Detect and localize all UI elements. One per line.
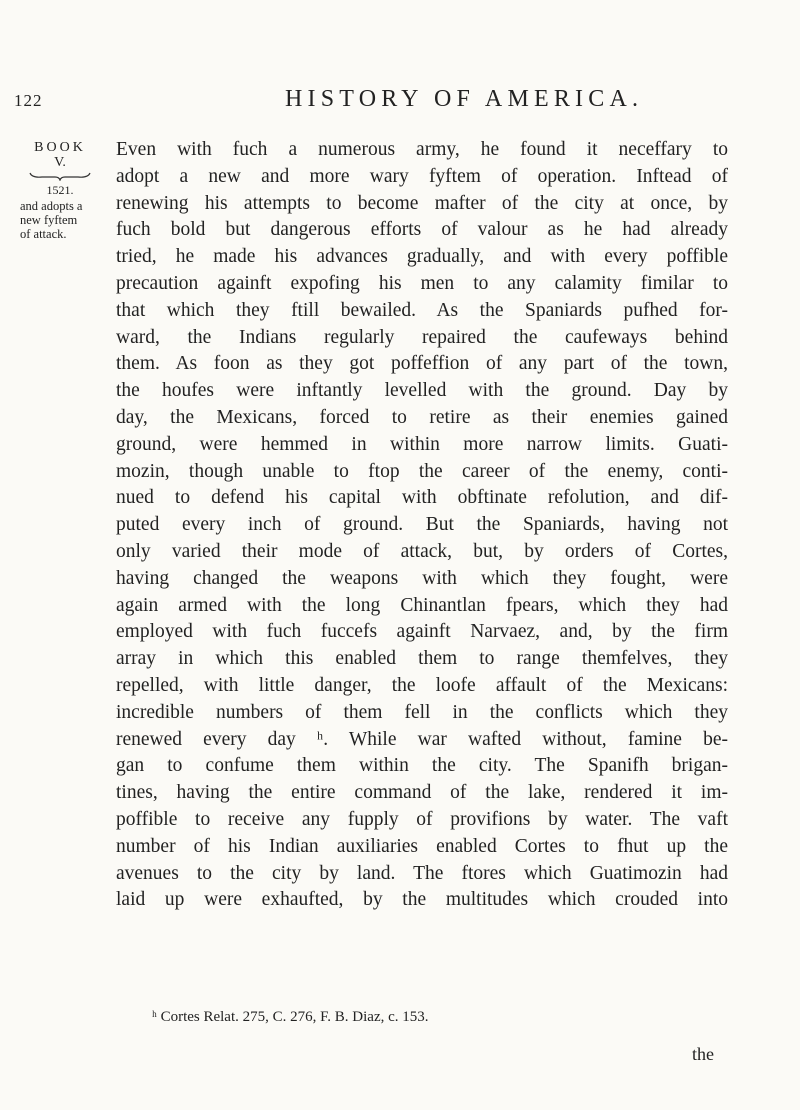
- text-line: fuch bold but dangerous efforts of valour as he had already: [116, 219, 728, 241]
- margin-summary-line: of attack.: [20, 227, 67, 241]
- text-line: that which they ftill bewailed. As the Spaniards pufhed for-: [116, 299, 728, 321]
- text-line: having changed the weapons with which they fought, were: [116, 567, 728, 589]
- margin-summary-line: new fyftem: [20, 213, 78, 227]
- text-line: laid up were exhaufted, by the multitudes which crouded into: [116, 889, 728, 911]
- running-head: HISTORY OF AMERICA.: [285, 86, 644, 112]
- text-line: mozin, though unable to ftop the career of the enemy, conti-: [116, 460, 728, 482]
- text-line: array in which this enabled them to range themfelves, they: [116, 648, 728, 670]
- text-line: adopt a new and more wary fyftem of operation. Inftead of: [116, 165, 728, 187]
- text-line: nued to defend his capital with obftinate refolution, and dif-: [116, 487, 728, 509]
- book-label: BOOK: [34, 140, 86, 155]
- footnote: ʰ Cortes Relat. 275, C. 276, F. B. Diaz, c. 153.: [152, 1009, 429, 1025]
- text-line: them. As foon as they got poffeffion of any part of the town,: [116, 353, 728, 375]
- body-text: [116, 137, 728, 914]
- text-line: renewed every day ʰ. While war wafted without, famine be-: [116, 728, 728, 750]
- text-line: employed with fuch fuccefs againft Narvaez, and, by the firm: [116, 621, 728, 643]
- text-line: puted every inch of ground. But the Spaniards, having not: [116, 514, 728, 536]
- brace-icon: [28, 171, 92, 181]
- text-line: again armed with the long Chinantlan fpears, which they had: [116, 594, 728, 616]
- text-line: the houfes were inftantly levelled with the ground. Day by: [116, 380, 728, 402]
- book-number: V.: [54, 155, 66, 170]
- text-line: precaution againft expofing his men to any calamity fimilar to: [116, 272, 728, 294]
- text-line: day, the Mexicans, forced to retire as their enemies gained: [116, 406, 728, 428]
- text-line: number of his Indian auxiliaries enabled Cortes to fhut up the: [116, 835, 728, 857]
- text-line: tried, he made his advances gradually, and with every poffible: [116, 246, 728, 268]
- text-line: Even with fuch a numerous army, he found it neceffary to: [116, 139, 728, 160]
- text-line: incredible numbers of them fell in the conflicts which they: [116, 701, 728, 723]
- text-line: ward, the Indians regularly repaired the caufeways behind: [116, 326, 728, 348]
- text-line: ground, were hemmed in within more narrow limits. Guati-: [116, 433, 728, 455]
- catchword: the: [692, 1044, 714, 1064]
- margin-year: 1521.: [46, 183, 74, 197]
- text-line: avenues to the city by land. The ftores which Guatimozin had: [116, 862, 728, 884]
- text-line: only varied their mode of attack, but, by orders of Cortes,: [116, 540, 728, 562]
- text-line: poffible to receive any fupply of provifions by water. The vaft: [116, 808, 728, 830]
- page-number: 122: [14, 91, 43, 110]
- margin-summary-line: and adopts a: [20, 199, 83, 213]
- margin-summary: [20, 199, 100, 241]
- text-line: gan to confume them within the city. The Spanifh brigan-: [116, 755, 728, 777]
- text-line: renewing his attempts to become mafter of the city at once, by: [116, 192, 728, 214]
- margin-note: [20, 140, 100, 241]
- text-line: repelled, with little danger, the loofe affault of the Mexicans:: [116, 674, 728, 696]
- text-line: tines, having the entire command of the lake, rendered it im-: [116, 782, 728, 804]
